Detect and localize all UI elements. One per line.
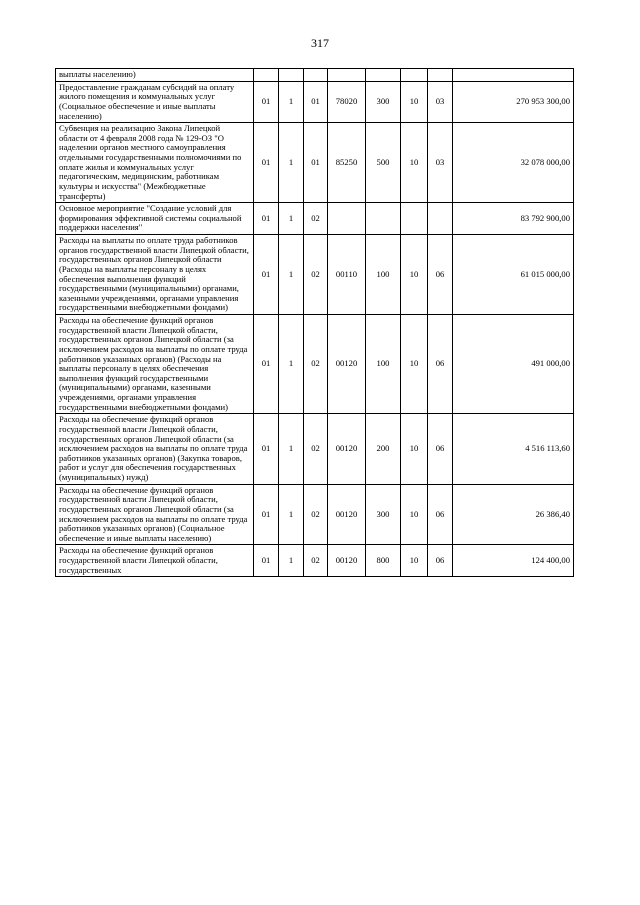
row-description: Расходы на обеспечение функций органов государственной власти Липецкой области, государственных xyxy=(56,545,254,577)
amount-value: 4 516 113,60 xyxy=(453,414,574,484)
table-row xyxy=(56,545,574,577)
subprogram-code: 1 xyxy=(279,545,304,577)
subprogram-code: 1 xyxy=(279,81,304,123)
subprogram-code: 1 xyxy=(279,123,304,203)
row-description: Расходы на обеспечение функций органов государственной власти Липецкой области, государственных органов Липецкой области (за исключением расходов на выплаты по оплате труда работников указанных органов) (Расходы на выплаты персоналу в целях обеспечения выполнения функций государственными (муниципальными) органами, казенными учреждениями, органами управления государственными внебюджетными фондами) xyxy=(56,315,254,414)
table-row xyxy=(56,123,574,203)
amount-value xyxy=(453,69,574,82)
activity-code: 02 xyxy=(304,315,328,414)
subsection-code: 03 xyxy=(428,123,453,203)
section-code: 10 xyxy=(401,81,428,123)
amount-value: 83 792 900,00 xyxy=(453,203,574,235)
expense-type-code: 300 xyxy=(366,81,401,123)
direction-code: 00120 xyxy=(328,414,366,484)
budget-table xyxy=(55,68,574,577)
table-row xyxy=(56,69,574,82)
activity-code: 01 xyxy=(304,123,328,203)
subprogram-code: 1 xyxy=(279,414,304,484)
table-row xyxy=(56,315,574,414)
direction-code xyxy=(328,69,366,82)
expense-type-code: 500 xyxy=(366,123,401,203)
program-code: 01 xyxy=(254,414,279,484)
subprogram-code: 1 xyxy=(279,235,304,315)
amount-value: 124 400,00 xyxy=(453,545,574,577)
program-code: 01 xyxy=(254,203,279,235)
page-number: 317 xyxy=(311,36,329,50)
subsection-code: 06 xyxy=(428,545,453,577)
section-code xyxy=(401,69,428,82)
amount-value: 32 078 000,00 xyxy=(453,123,574,203)
activity-code: 02 xyxy=(304,414,328,484)
section-code: 10 xyxy=(401,123,428,203)
section-code: 10 xyxy=(401,235,428,315)
activity-code: 02 xyxy=(304,484,328,545)
subsection-code xyxy=(428,69,453,82)
subsection-code: 06 xyxy=(428,315,453,414)
row-description: Предоставление гражданам субсидий на оплату жилого помещения и коммунальных услуг (Социальное обеспечение и иные выплаты населению) xyxy=(56,81,254,123)
expense-type-code xyxy=(366,203,401,235)
table-row xyxy=(56,414,574,484)
direction-code: 00120 xyxy=(328,315,366,414)
program-code: 01 xyxy=(254,235,279,315)
program-code: 01 xyxy=(254,315,279,414)
direction-code xyxy=(328,203,366,235)
program-code: 01 xyxy=(254,545,279,577)
expense-type-code: 800 xyxy=(366,545,401,577)
subprogram-code: 1 xyxy=(279,203,304,235)
expense-type-code: 100 xyxy=(366,235,401,315)
subsection-code: 06 xyxy=(428,235,453,315)
subsection-code xyxy=(428,203,453,235)
subsection-code: 06 xyxy=(428,484,453,545)
direction-code: 00120 xyxy=(328,545,366,577)
amount-value: 270 953 300,00 xyxy=(453,81,574,123)
activity-code: 02 xyxy=(304,235,328,315)
row-description: Расходы на выплаты по оплате труда работников органов государственной власти Липецкой области, государственных органов Липецкой области (Расходы на выплаты персоналу в целях обеспечения выполнения функций государственными (муниципальными) органами, казенными учреждениями, органами управления государственными внебюджетными фондами) xyxy=(56,235,254,315)
section-code: 10 xyxy=(401,484,428,545)
expense-type-code: 100 xyxy=(366,315,401,414)
row-description: Расходы на обеспечение функций органов государственной власти Липецкой области, государственных органов Липецкой области (за исключением расходов на выплаты по оплате труда работников указанных органов) (Социальное обеспечение и иные выплаты населению) xyxy=(56,484,254,545)
program-code: 01 xyxy=(254,484,279,545)
row-description: Основное мероприятие "Создание условий для формирования эффективной системы социальной поддержки населения" xyxy=(56,203,254,235)
section-code: 10 xyxy=(401,545,428,577)
direction-code: 78020 xyxy=(328,81,366,123)
expense-type-code: 300 xyxy=(366,484,401,545)
expense-type-code: 200 xyxy=(366,414,401,484)
activity-code: 02 xyxy=(304,203,328,235)
table-row xyxy=(56,235,574,315)
subsection-code: 06 xyxy=(428,414,453,484)
direction-code: 00110 xyxy=(328,235,366,315)
table-row xyxy=(56,484,574,545)
activity-code xyxy=(304,69,328,82)
subprogram-code xyxy=(279,69,304,82)
program-code: 01 xyxy=(254,81,279,123)
amount-value: 61 015 000,00 xyxy=(453,235,574,315)
amount-value: 491 000,00 xyxy=(453,315,574,414)
expense-type-code xyxy=(366,69,401,82)
program-code: 01 xyxy=(254,123,279,203)
row-description: Расходы на обеспечение функций органов государственной власти Липецкой области, государственных органов Липецкой области (за исключением расходов на выплаты по оплате труда работников указанных органов) (Закупка товаров, работ и услуг для обеспечения государственных (муниципальных) нужд) xyxy=(56,414,254,484)
table-body xyxy=(56,69,574,577)
activity-code: 01 xyxy=(304,81,328,123)
row-description: выплаты населению) xyxy=(56,69,254,82)
direction-code: 00120 xyxy=(328,484,366,545)
section-code: 10 xyxy=(401,414,428,484)
direction-code: 85250 xyxy=(328,123,366,203)
table-row xyxy=(56,203,574,235)
subprogram-code: 1 xyxy=(279,315,304,414)
row-description: Субвенция на реализацию Закона Липецкой области от 4 февраля 2008 года № 129-ОЗ "О наделении органов местного самоуправления отдельными государственными полномочиями по оплате жилья и коммунальных услуг педагогическим, медицинским, работникам культуры и искусства" (Межбюджетные трансферты) xyxy=(56,123,254,203)
activity-code: 02 xyxy=(304,545,328,577)
amount-value: 26 386,40 xyxy=(453,484,574,545)
program-code xyxy=(254,69,279,82)
subprogram-code: 1 xyxy=(279,484,304,545)
table-row xyxy=(56,81,574,123)
subsection-code: 03 xyxy=(428,81,453,123)
section-code: 10 xyxy=(401,315,428,414)
section-code xyxy=(401,203,428,235)
